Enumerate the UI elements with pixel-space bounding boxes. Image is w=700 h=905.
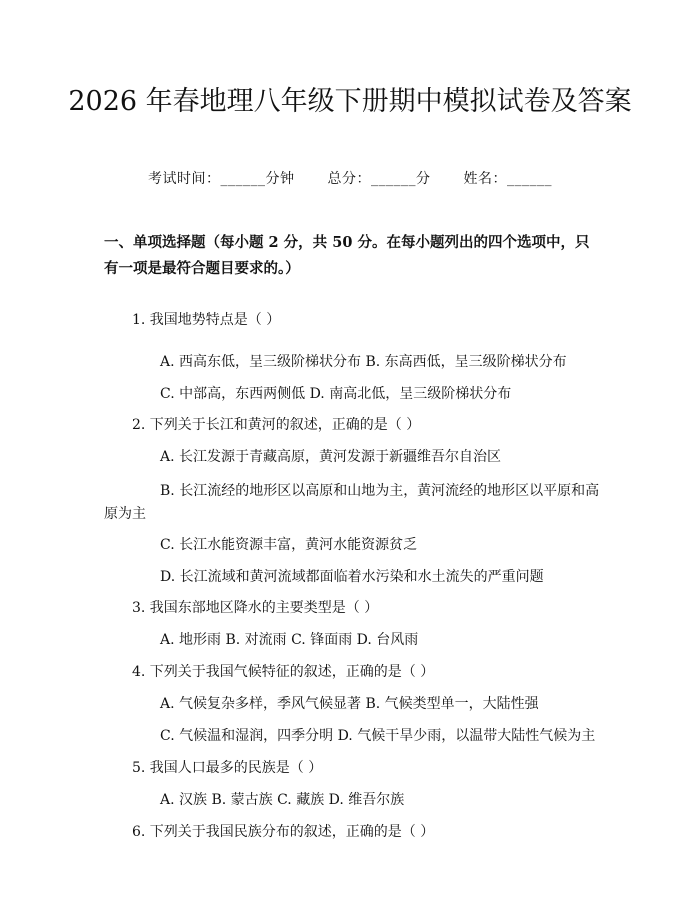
- question-option: A. 地形雨 B. 对流雨 C. 锋面雨 D. 台风雨: [160, 632, 419, 648]
- exam-time: 考试时间：______分钟: [148, 171, 295, 187]
- question-stem: 1. 我国地势特点是（ ）: [132, 312, 281, 328]
- question-stem: 5. 我国人口最多的民族是（ ）: [132, 760, 323, 776]
- exam-meta: [0, 168, 700, 188]
- question-stem: 3. 我国东部地区降水的主要类型是（ ）: [132, 600, 379, 616]
- question-option: C. 长江水能资源丰富，黄河水能资源贫乏: [160, 537, 418, 553]
- student-name: 姓名：______: [463, 171, 552, 187]
- question-option: A. 汉族 B. 蒙古族 C. 藏族 D. 维吾尔族: [160, 792, 405, 808]
- question-stem: 6. 下列关于我国民族分布的叙述，正确的是（ ）: [132, 824, 435, 840]
- section-heading: 一、单项选择题（每小题 2 分，共 50 分。在每小题列出的四个选项中，只有一项是最符合题目要求的。）: [104, 234, 590, 277]
- question-option: A. 长江发源于青藏高原，黄河发源于新疆维吾尔自治区: [160, 449, 502, 465]
- question-stem: 2. 下列关于长江和黄河的叙述，正确的是（ ）: [132, 417, 421, 433]
- total-score: 总分：______分: [327, 171, 431, 187]
- question-option: C. 中部高，东西两侧低 D. 南高北低，呈三级阶梯状分布: [160, 386, 512, 402]
- question-option-continued: 原为主: [104, 506, 146, 522]
- question-option: D. 长江流域和黄河流域都面临着水污染和水土流失的严重问题: [160, 569, 544, 585]
- question-option: B. 长江流经的地形区以高原和山地为主，黄河流经的地形区以平原和高: [160, 483, 600, 499]
- question-option: A. 气候复杂多样，季风气候显著 B. 气候类型单一，大陆性强: [160, 696, 539, 712]
- question-stem: 4. 下列关于我国气候特征的叙述，正确的是（ ）: [132, 664, 435, 680]
- question-option: C. 气候温和湿润，四季分明 D. 气候干旱少雨，以温带大陆性气候为主: [160, 728, 596, 744]
- page-title: 2026 年春地理八年级下册期中模拟试卷及答案: [68, 86, 632, 117]
- question-option: A. 西高东低，呈三级阶梯状分布 B. 东高西低，呈三级阶梯状分布: [160, 354, 567, 370]
